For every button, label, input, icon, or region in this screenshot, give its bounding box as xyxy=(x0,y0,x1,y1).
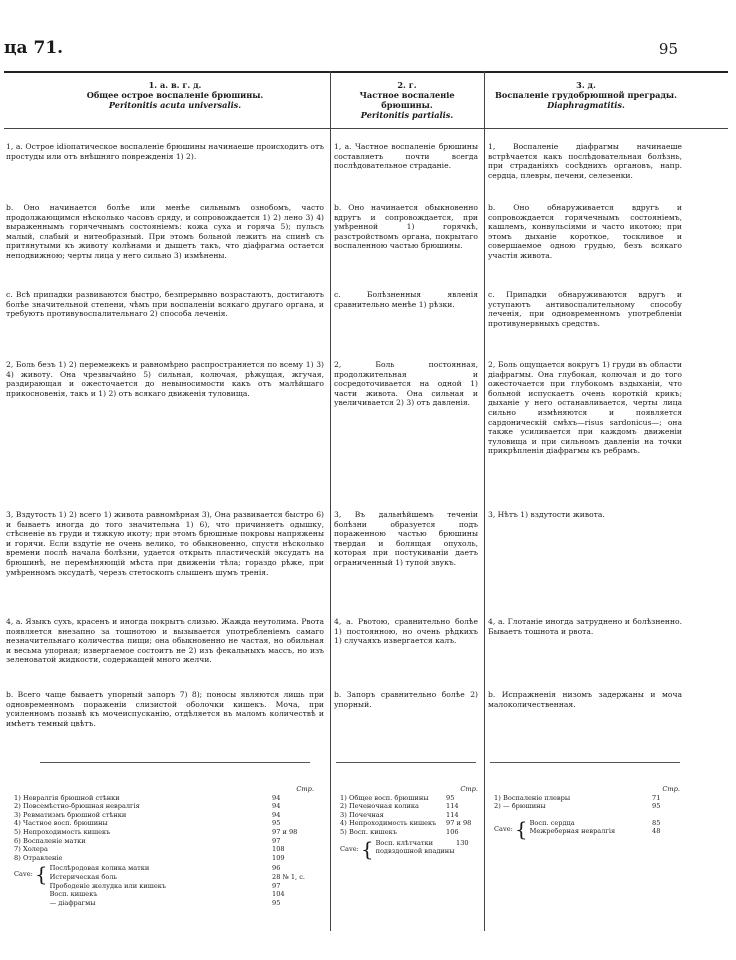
index-list-3 xyxy=(494,785,680,839)
index-label: Восп. кишекъ xyxy=(49,890,98,899)
index-label: Истерическая боль xyxy=(49,872,118,881)
index-label: Непроходимость кишекъ xyxy=(23,827,111,836)
index-label: Холера xyxy=(23,845,48,854)
index-row xyxy=(340,811,478,820)
index-row xyxy=(50,882,314,891)
index-page: 108 xyxy=(272,845,285,854)
index-list-2 xyxy=(340,785,478,859)
index-page: 94 xyxy=(272,802,281,811)
index-page: 28 № 1, с. xyxy=(272,872,305,881)
paragraph: b. Оно начинается обыкновенно вдругъ и сопровождается, при умѣренной 1) горячкѣ, разстройствомъ органа, покрытаго воспаленною частью брюшины. xyxy=(334,203,478,251)
index-row xyxy=(340,802,478,811)
paragraph: 1, а. Острое idiопатическое воспаленіе брюшины начинаеше происходитъ отъ простуды или отъ внѣшняго поврежденія 1) 2). xyxy=(6,142,324,161)
column-divider-2 xyxy=(484,71,485,931)
index-caption: Стр. xyxy=(662,785,680,793)
column-latin: Diaphragmatitis. xyxy=(547,100,625,110)
index-page: 85 xyxy=(652,818,661,827)
index-page: 114 xyxy=(446,810,459,819)
cave-group xyxy=(14,864,314,907)
index-label: Послѣродовая колика матки xyxy=(49,864,150,873)
index-page: 95 xyxy=(446,793,455,802)
paragraph: с. Всѣ припадки развиваются быстро, безпрерывно возрастаютъ, достигаютъ болѣе значительной степени, чѣмъ при воспаленіи всякаго другаго органа, и требуютъ противувоспалительнаго 2) способа леченія. xyxy=(6,290,324,319)
index-row xyxy=(340,819,478,828)
index-row xyxy=(340,794,478,803)
index-label: Восп. сердца xyxy=(529,818,575,827)
brace-glyph: { xyxy=(514,816,528,841)
cave-group xyxy=(340,836,478,861)
paragraph: 3, Нѣтъ 1) вздутости живота. xyxy=(488,510,605,519)
index-num: 1) xyxy=(340,793,347,802)
index-label: Отравленіе xyxy=(23,853,63,862)
cave-label: Cave: xyxy=(14,870,33,879)
index-num: 4) xyxy=(14,819,21,828)
paragraph: 3, Въ дальнѣйшемъ теченіи болѣзни образуется подъ пораженною частью брюшины твердая и болящая опухоль, которая при постукиваніи даетъ ограниченный 1) тупой звукъ. xyxy=(334,510,478,567)
brace-glyph: { xyxy=(360,836,374,861)
paragraph: 4, а. Языкъ сухъ, красенъ и иногда покрытъ слизью. Жажда неутолима. Рвота появляется внезапно за тошнотою и вызывается употребленіемъ самаго незначительнаго количества пищи; она обыкновенно не частая, но обильная и весьма упорная; извергаемое состоитъ не 2) изъ фекальныхъ массъ, но изъ зеленоватой жидкости, содержащей много желчи. xyxy=(6,617,324,665)
index-num: 4) xyxy=(340,819,347,828)
paragraph: 2, Боль постоянная, продолжительная и сосредоточивается на одной 1) части живота. Она сильная и увеличивается 2) 3) отъ давленія. xyxy=(334,360,478,408)
index-row xyxy=(14,802,314,811)
index-page: 114 xyxy=(446,802,459,811)
cave-group xyxy=(494,816,680,841)
index-label: Почечная xyxy=(349,810,384,819)
paragraph: 4, а. Рвотою, сравнительно болѣе 1) постоянною, но очень рѣдкихъ 1) случаяхъ извергается калъ. xyxy=(334,617,478,646)
column-header-3 xyxy=(488,80,684,110)
index-num: 2) xyxy=(14,802,21,811)
index-page: 95 xyxy=(272,898,281,907)
index-row xyxy=(14,819,314,828)
index-page: 104 xyxy=(272,890,285,899)
index-page: 71 xyxy=(652,793,661,802)
index-label: — діафрагмы xyxy=(49,898,96,907)
paragraph: b. Оно начинается болѣе или менѣе сильнымъ ознобомъ, часто продолжающимся нѣсколько часовъ сряду, и сопровождается 1) 2) лено 3) 4) выраженнымъ горячечнымъ состояніемъ: кожа суха и горяча 5); пульсъ малый, слабый и нитеобразный. При этомъ больной лежитъ на спинѣ съ притянутыми къ животу колѣнами и дышетъ такъ, что діафрагма остается неподвижною; черты лица у него сильно 3) измѣнены. xyxy=(6,203,324,260)
header-rule xyxy=(4,71,728,73)
index-label: Воспаленіе плевры xyxy=(503,793,571,802)
paragraph: 2, Боль ощущается вокругъ 1) груди въ области діафрагмы. Она глубокая, колючая и до того ожесточается при глубокомъ вздыханіи, что больной испускаетъ очень короткій крикъ; дыханіе у него останавливается, черты лица сильно измѣняются и появляется сардоническій смѣхъ—risus sardonicus—; она также усиливается при каждомъ движеніи туловища и при сильномъ давленіи на точки прикрѣпленія діафрагмы къ ребрамъ. xyxy=(488,360,682,456)
index-label: Восп. кишекъ xyxy=(349,827,397,836)
index-row xyxy=(50,890,314,899)
index-page: 94 xyxy=(272,810,281,819)
index-row xyxy=(530,819,680,828)
index-num: 8) xyxy=(14,853,21,862)
column-title: Воспаленіе грудобрюшной преграды. xyxy=(495,90,677,100)
index-rule xyxy=(40,762,310,763)
index-num: 2) xyxy=(340,802,347,811)
index-page: 95 xyxy=(652,802,661,811)
index-row xyxy=(494,802,680,811)
index-row xyxy=(530,827,680,836)
index-row xyxy=(340,828,478,837)
index-num: 2) xyxy=(494,802,501,811)
index-num: 6) xyxy=(14,836,21,845)
paragraph: b. Всего чаще бываетъ упорный запоръ 7) 8); поносы являются лишь при одновременномъ пораженіи слизистой оболочки кишекъ. Моча, при усиленномъ позывѣ къ мочеиспусканію, отдѣляется въ маломъ количествѣ и имѣетъ темный цвѣтъ. xyxy=(6,690,324,728)
index-num: 3) xyxy=(14,810,21,819)
paragraph: 1, а. Частное воспаленіе брюшины составляетъ почти всегда послѣдовательное страданіе. xyxy=(334,142,478,171)
index-row xyxy=(376,839,478,856)
index-row xyxy=(50,873,314,882)
index-row xyxy=(14,794,314,803)
column-header-1 xyxy=(40,80,310,110)
index-num: 5) xyxy=(340,827,347,836)
index-page: 97 xyxy=(272,836,281,845)
index-caption: Стр. xyxy=(296,785,314,793)
column-number: 3. д. xyxy=(576,80,596,90)
index-num: 7) xyxy=(14,845,21,854)
index-num: 1) xyxy=(14,793,21,802)
index-num: 3) xyxy=(340,810,347,819)
index-label: Прободеніе желудка или кишекъ xyxy=(49,881,167,890)
brace-glyph: { xyxy=(34,862,48,887)
paragraph: 1, Воспаленіе діафрагмы начинаеше встрѣчается какъ послѣдовательная болѣзнь, при страданіяхъ сосѣднихъ органовъ, напр. сердца, плевры, печени, селезенки. xyxy=(488,142,682,180)
page-header-left: ца 71. xyxy=(4,38,64,58)
paragraph: 2, Боль безъ 1) 2) перемежекъ и равномѣрно распространяется по всему 1) 3) 4) животу. Она чрезвычайно 5) сильная, колючая, рѣжущая, жгучая, раздирающая и ожесточается до невыносимости какъ отъ малѣйшаго прикосновенія, такъ и 1) 2) отъ всякаго движенія туловища. xyxy=(6,360,324,398)
index-row xyxy=(14,854,314,863)
column-title: Общее острое воспаленіе брюшины. xyxy=(86,90,264,100)
index-label: Печеночная колика xyxy=(349,802,419,811)
column-number: 2. г. xyxy=(397,80,417,90)
paragraph: 3, Вздутость 1) 2) всего 1) животa равномѣрная 3), Она развивается быстро 6) и бываетъ иногда до того значительна 1) 6), что причиняетъ одышку, стѣсненіе въ груди и тяжкую икоту; при этомъ брюшные покровы напряжены и горячи. Если вздутіе не очень велико, то обыкновенно, спустя нѣсколько времени послѣ начала болѣзни, удается открыть пластическій эксудатъ на брюшинѣ, не перемѣняющій мѣста при движеніи тѣла; гораздо рѣже, при умѣренномъ эксудатѣ, черезъ стетоскопъ слышенъ шумъ тренія. xyxy=(6,510,324,577)
paragraph: 4, а. Глотаніе иногда затруднено и болѣзненно. Бываетъ тошнота и рвота. xyxy=(488,617,682,636)
index-label: Общее восп. брюшины xyxy=(349,793,429,802)
index-row xyxy=(50,899,314,908)
column-number: 1. а. в. г. д. xyxy=(148,80,202,90)
index-page: 94 xyxy=(272,793,281,802)
index-label: Частное восп. брюшины xyxy=(23,819,108,828)
index-row xyxy=(14,828,314,837)
column-latin: Peritonitis partialis. xyxy=(360,110,454,120)
index-page: 48 xyxy=(652,827,661,836)
index-rule xyxy=(336,762,476,763)
page-number: 95 xyxy=(658,40,678,58)
index-list-1 xyxy=(14,785,314,907)
paragraph: b. Испражненія низомъ задержаны и моча малоколичественная. xyxy=(488,690,682,709)
index-row xyxy=(494,794,680,803)
column-header-2 xyxy=(334,80,480,120)
index-page: 96 xyxy=(272,864,281,873)
index-page: 109 xyxy=(272,853,285,862)
index-caption: Стр. xyxy=(460,785,478,793)
index-label: — брюшины xyxy=(503,802,546,811)
column-title: Частное воспаленіе брюшины. xyxy=(359,90,455,110)
index-page: 97 и 98 xyxy=(446,819,472,828)
column-latin: Peritonitis acuta universalis. xyxy=(108,100,242,110)
index-page: 97 xyxy=(272,881,281,890)
paragraph: b. Запоръ сравнительно болѣе 2) упорный. xyxy=(334,690,478,709)
index-rule xyxy=(490,762,680,763)
index-label: Восп. клѣтчатки подвздошной впадины xyxy=(375,838,455,856)
index-label: Межреберная невралгія xyxy=(529,827,616,836)
index-num: 5) xyxy=(14,827,21,836)
paragraph: с. Припадки обнаруживаются вдругъ и уступаютъ антивоспалительному способу леченія, при одновременномъ употребленіи противунервныхъ средствъ. xyxy=(488,290,682,328)
paragraph: с. Болѣзненныя явленія сравнительно менѣе 1) рѣзки. xyxy=(334,290,478,309)
index-page: 106 xyxy=(446,827,459,836)
index-row xyxy=(14,845,314,854)
column-divider-1 xyxy=(330,71,331,931)
paragraph: b. Оно обнаруживается вдругъ и сопровождается горячечнымъ состояніемъ, кашлемъ, конвульсіями и часто икотою; при этомъ дыханіе короткое, тоскливое и совершаемое одною грудью, безъ всякаго участія живота. xyxy=(488,203,682,260)
index-row xyxy=(14,837,314,846)
index-label: Ревматизмъ брюшной стѣнки xyxy=(23,810,127,819)
index-page: 97 и 98 xyxy=(272,827,298,836)
index-label: Повсемѣстно-брюшная невралгія xyxy=(23,802,140,811)
index-row xyxy=(14,811,314,820)
cave-label: Cave: xyxy=(494,824,513,833)
index-page: 95 xyxy=(272,819,281,828)
index-label: Непроходимость кишекъ xyxy=(349,819,437,828)
column-header-rule xyxy=(4,128,728,129)
index-row xyxy=(50,864,314,873)
index-label: Воспаленіе матки xyxy=(23,836,86,845)
index-label: Невралгія брюшной стѣнки xyxy=(23,793,120,802)
index-num: 1) xyxy=(494,793,501,802)
cave-label: Cave: xyxy=(340,844,359,853)
index-page: 130 xyxy=(456,838,469,847)
